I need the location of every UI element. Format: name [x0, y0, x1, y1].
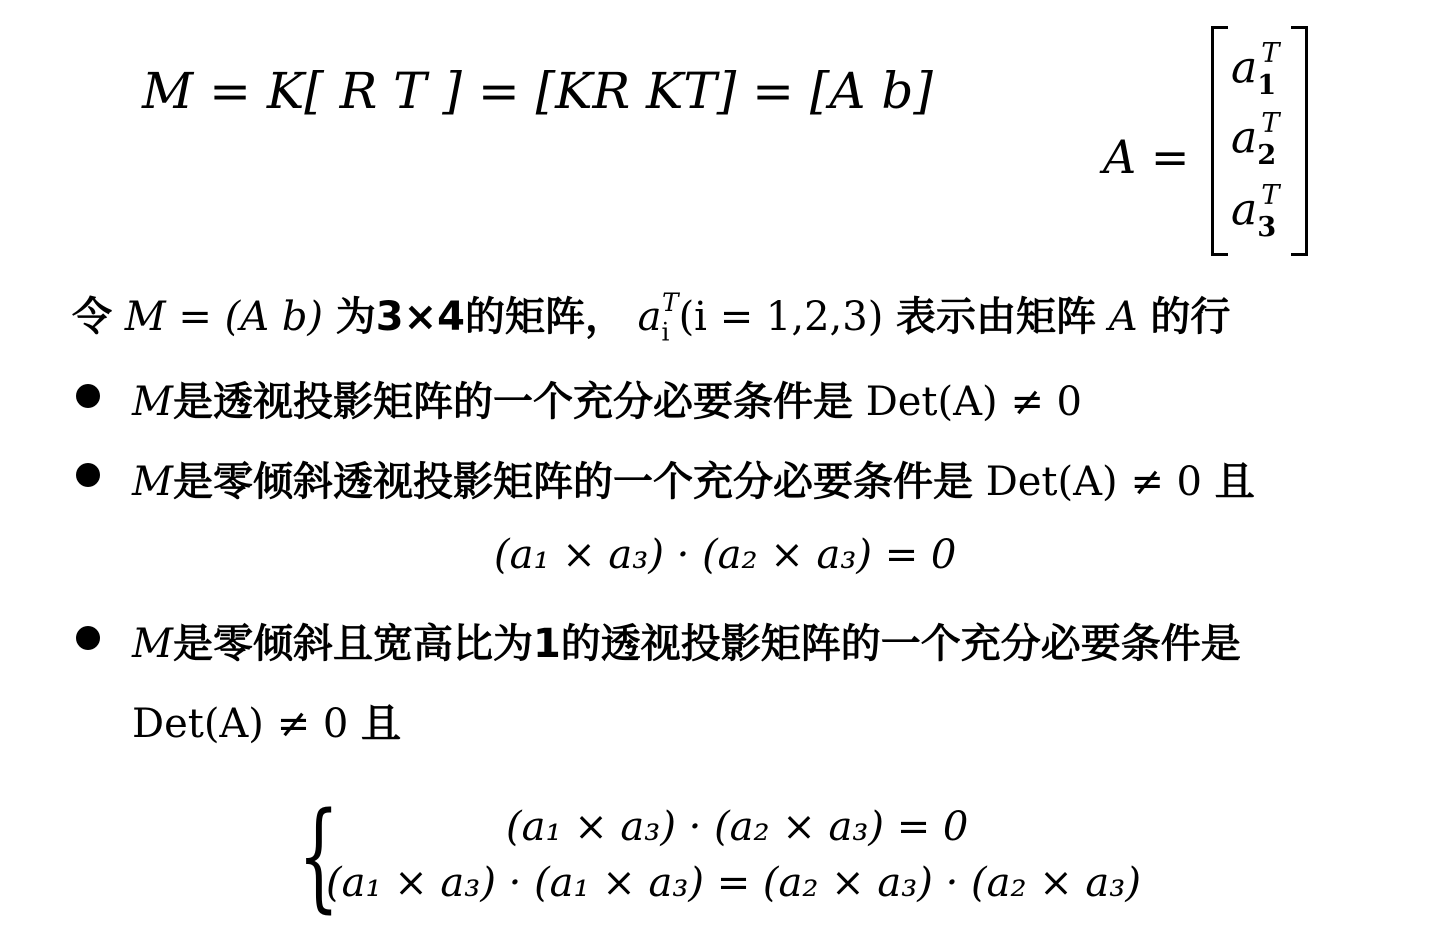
bullet-2-equation: (a₁ × a₃) · (a₂ × a₃) = 0	[494, 532, 957, 578]
matrix-a-lhs: A =	[1103, 130, 1190, 184]
bullet-dot	[76, 384, 100, 408]
matrix-row-2: $a_2^T$	[1231, 108, 1280, 171]
intro-line: 令 M = (A b) 为3×4的矩阵， $a_i^T(i = 1,2,3)$ 表示由矩阵 A 的行	[72, 288, 1231, 347]
bullet-dot	[76, 463, 100, 487]
system-row-1: (a₁ × a₃) · (a₂ × a₃) = 0	[506, 804, 969, 850]
system-row-2: (a₁ × a₃) · (a₁ × a₃) = (a₂ × a₃) · (a₂ × a₃)	[326, 860, 1141, 906]
bullet-1-text: M是透视投影矩阵的一个充分必要条件是 Det(A) ≠ 0	[132, 379, 1082, 425]
bullet-2-text: M是零倾斜透视投影矩阵的一个充分必要条件是 Det(A) ≠ 0 且	[132, 459, 1255, 505]
matrix-row-3: $a_3^T$	[1231, 180, 1280, 243]
matrix-a-definition	[1103, 22, 1313, 257]
bullet-3-condition: Det(A) ≠ 0 且	[132, 701, 402, 747]
matrix-row-1: $a_1^T$	[1231, 38, 1280, 101]
right-bracket	[1291, 26, 1308, 256]
camera-matrix-equation: M = K[ R T ] = [KR KT] = [A b]	[142, 62, 933, 120]
bullet-3-text: M是零倾斜且宽高比为1的透视投影矩阵的一个充分必要条件是	[132, 621, 1241, 667]
left-brace: {	[298, 786, 340, 924]
bullet-dot	[76, 626, 100, 650]
left-bracket	[1211, 26, 1228, 256]
equation-system	[298, 786, 1178, 924]
